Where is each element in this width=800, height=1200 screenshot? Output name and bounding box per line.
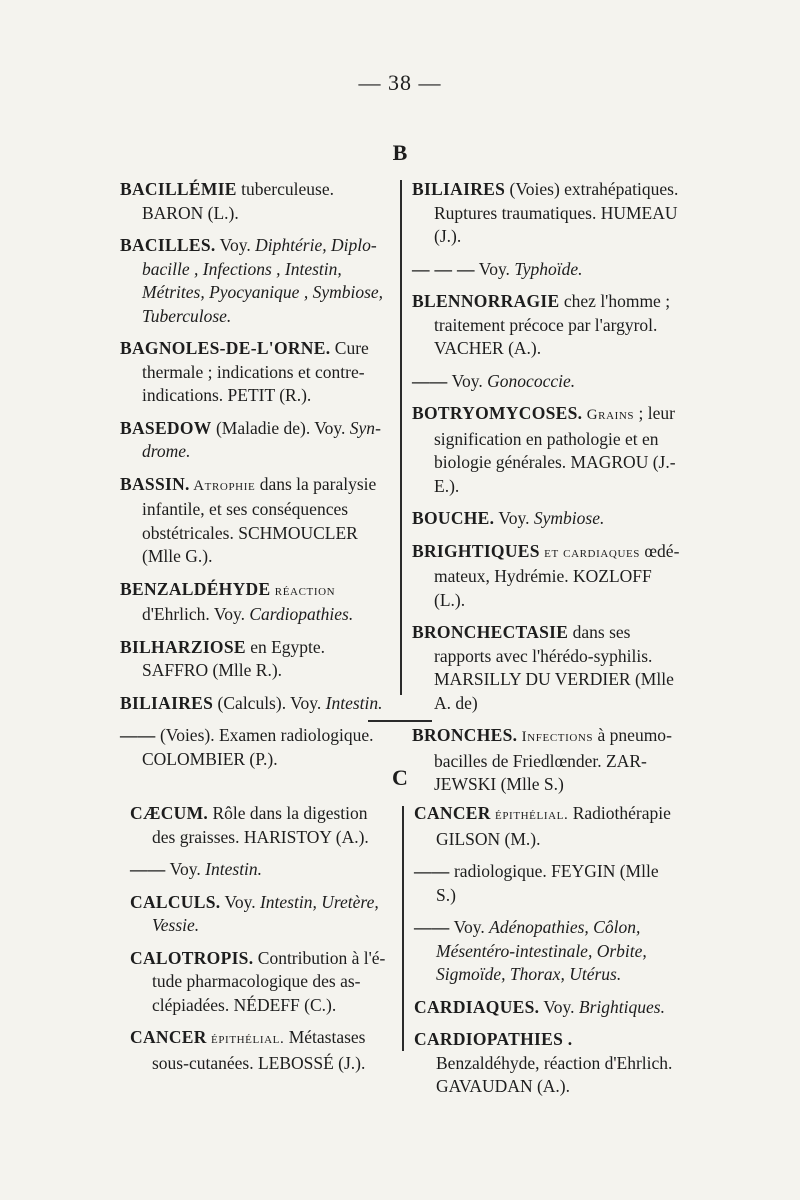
entry-crossref: Brightiques. bbox=[578, 996, 665, 1017]
index-entry bbox=[414, 1028, 680, 1099]
entry-heading: BRONCHES. bbox=[412, 725, 518, 745]
entry-text: (Maladie de). Voy. bbox=[211, 417, 350, 438]
entry-text: radiologique. FEYGIN (Mlle S.) bbox=[436, 861, 659, 905]
entry-subheading: épithélial. bbox=[206, 1031, 285, 1047]
index-entry bbox=[414, 802, 680, 851]
entry-text: Voy. bbox=[539, 996, 579, 1017]
index-entry bbox=[412, 621, 680, 715]
entry-subheading: et cardiaques bbox=[539, 544, 641, 561]
entry-text: dans la paralysie infantile, et ses conséquences obstétricales. SCHMOUCLER (Mlle G.). bbox=[142, 473, 377, 566]
entry-heading: —— bbox=[414, 861, 450, 881]
entry-crossref: Intestin. bbox=[205, 859, 263, 879]
entry-text: (Voies) extrahépatiques. Ruptures traumatiques. HUMEAU (J.). bbox=[434, 179, 679, 246]
index-entry bbox=[412, 507, 680, 531]
index-entry bbox=[130, 858, 392, 882]
entry-text: en Egypte. SAFFRO (Mlle R.). bbox=[142, 636, 326, 680]
index-entry bbox=[120, 178, 392, 225]
index-entry bbox=[120, 417, 392, 464]
index-entry bbox=[412, 402, 680, 498]
entry-heading: BOUCHE. bbox=[412, 508, 495, 528]
column-b-right bbox=[412, 178, 680, 806]
entry-text: Benzaldéhyde, réaction d'Ehrlich. GAVAUDAN (A.). bbox=[436, 1052, 673, 1096]
entry-subheading: Grains bbox=[582, 407, 635, 423]
index-entry bbox=[412, 540, 680, 613]
entry-text: dans ses rapports avec l'hérédo-syphilis. MARSILLY DU VERDIER (Mlle A. de) bbox=[434, 622, 674, 713]
entry-heading: —— bbox=[120, 725, 156, 745]
section-heading-c: C bbox=[392, 765, 408, 790]
entry-crossref: Syndrome. bbox=[142, 417, 381, 461]
entry-text: (Voies). Examen radiologique. COLOMBIER (P.). bbox=[142, 725, 374, 769]
entry-text: Radiothérapie GILSON (M.). bbox=[436, 803, 671, 849]
entry-text: Voy. bbox=[165, 859, 206, 879]
entry-heading: CALCULS. bbox=[130, 891, 221, 912]
entry-heading: BRIGHTIQUES bbox=[412, 540, 540, 561]
entry-heading: — — — bbox=[412, 258, 475, 279]
entry-heading: —— bbox=[412, 370, 448, 391]
entry-crossref: Gonococcie. bbox=[487, 370, 576, 391]
entry-text: Voy. bbox=[449, 917, 490, 937]
entry-heading: BACILLES. bbox=[120, 235, 216, 255]
column-divider bbox=[400, 180, 402, 695]
index-entry bbox=[120, 473, 392, 569]
entry-subheading: réaction bbox=[270, 582, 336, 599]
column-divider bbox=[402, 806, 404, 1051]
index-entry bbox=[120, 337, 392, 408]
entry-text: ; leur signification en pathologie et en biologie générales. MAGROU (J.-E.). bbox=[434, 403, 676, 496]
entry-heading: CÆCUM. bbox=[130, 803, 209, 823]
index-entry bbox=[120, 578, 392, 627]
index-entry bbox=[120, 636, 392, 683]
entry-text: Rôle dans la digestion des graisses. HARISTOY (A.). bbox=[152, 803, 369, 847]
entry-crossref: Diphtérie, Diplobacille , Infections , Intestin, Métrites, Pyocyanique , Symbiose, Tuberculose. bbox=[142, 235, 384, 326]
page-number: — 38 — bbox=[358, 70, 442, 95]
entry-crossref: Symbiose. bbox=[533, 508, 605, 528]
index-entry bbox=[120, 724, 392, 771]
entry-crossref: Cardiopathies. bbox=[249, 604, 354, 624]
entry-text: tuberculeuse. BARON (L.). bbox=[142, 179, 334, 223]
index-entry bbox=[412, 290, 680, 361]
entry-heading: CANCER bbox=[414, 803, 491, 823]
section-separator bbox=[368, 720, 432, 722]
entry-heading: CALOTROPIS. bbox=[130, 947, 254, 968]
entry-heading: BILIAIRES bbox=[412, 179, 506, 199]
entry-subheading: Atrophie bbox=[189, 477, 256, 494]
entry-heading: BILIAIRES bbox=[120, 692, 214, 713]
column-c-right bbox=[414, 802, 680, 1108]
entry-text: chez l'homme ; traitement précoce par l'argyrol. VACHER (A.). bbox=[434, 291, 671, 358]
entry-heading: BASEDOW bbox=[120, 417, 212, 438]
entry-heading: CANCER bbox=[130, 1027, 207, 1047]
entry-heading: —— bbox=[130, 859, 166, 879]
entry-text: Voy. bbox=[220, 891, 260, 912]
index-entry bbox=[414, 860, 680, 907]
column-b-left bbox=[120, 178, 392, 780]
entry-heading: BLENNORRAGIE bbox=[412, 291, 560, 311]
entry-heading: BOTRYOMYCOSES. bbox=[412, 403, 583, 423]
index-entry bbox=[414, 916, 680, 987]
entry-text: Voy. bbox=[474, 258, 515, 279]
index-entry bbox=[412, 370, 680, 394]
index-entry bbox=[412, 178, 680, 249]
entry-heading: CARDIOPATHIES . bbox=[414, 1029, 573, 1049]
index-entry bbox=[130, 1026, 392, 1075]
entry-text: Voy. bbox=[494, 508, 534, 528]
entry-crossref: Intestin. bbox=[325, 692, 383, 713]
index-entry bbox=[120, 234, 392, 328]
index-entry bbox=[412, 258, 680, 282]
entry-text: à pneumobacilles de Friedlœnder. ZARJEWSKI (Mlle S.) bbox=[434, 725, 672, 794]
index-entry bbox=[130, 802, 392, 849]
index-entry bbox=[414, 996, 680, 1020]
index-entry bbox=[130, 891, 392, 938]
section-heading-b: B bbox=[392, 140, 408, 165]
entry-text: (Calculs). Voy. bbox=[213, 692, 326, 713]
entry-text: Cure thermale ; indications et contreindications. PETIT (R.). bbox=[142, 338, 369, 405]
entry-text: d'Ehrlich. Voy. bbox=[142, 604, 250, 624]
entry-text: Contribution à l'étude pharmacologique des asclépiadées. NÉDEFF (C.). bbox=[152, 947, 386, 1015]
entry-text: œdémateux, Hydrémie. KOZLOFF (L.). bbox=[434, 540, 680, 610]
entry-heading: BAGNOLES-DE-L'ORNE. bbox=[120, 338, 331, 358]
entry-heading: BRONCHECTASIE bbox=[412, 622, 569, 642]
entry-heading: BILHARZIOSE bbox=[120, 636, 246, 657]
entry-heading: BACILLÉMIE bbox=[120, 179, 237, 199]
entry-subheading: épithélial. bbox=[490, 807, 569, 823]
entry-subheading: Infections bbox=[517, 729, 594, 745]
entry-text: Voy. bbox=[215, 235, 256, 255]
entry-crossref: Intestin, Uretère, Vessie. bbox=[152, 891, 379, 935]
entry-crossref: Adénopathies, Côlon, Mésentéro-intestinale, Orbite, Sigmoïde, Thorax, Utérus. bbox=[436, 917, 647, 984]
entry-text: Voy. bbox=[447, 370, 488, 391]
entry-crossref: Typhoïde. bbox=[514, 258, 583, 279]
entry-heading: BENZALDÉHYDE bbox=[120, 578, 271, 599]
index-entry bbox=[130, 947, 392, 1018]
entry-heading: BASSIN. bbox=[120, 473, 190, 494]
column-c-left bbox=[130, 802, 392, 1084]
entry-text: Métastases sous-cutanées. LEBOSSÉ (J.). bbox=[152, 1027, 366, 1073]
entry-heading: —— bbox=[414, 917, 450, 937]
entry-heading: CARDIAQUES. bbox=[414, 996, 540, 1017]
index-entry bbox=[120, 692, 392, 716]
